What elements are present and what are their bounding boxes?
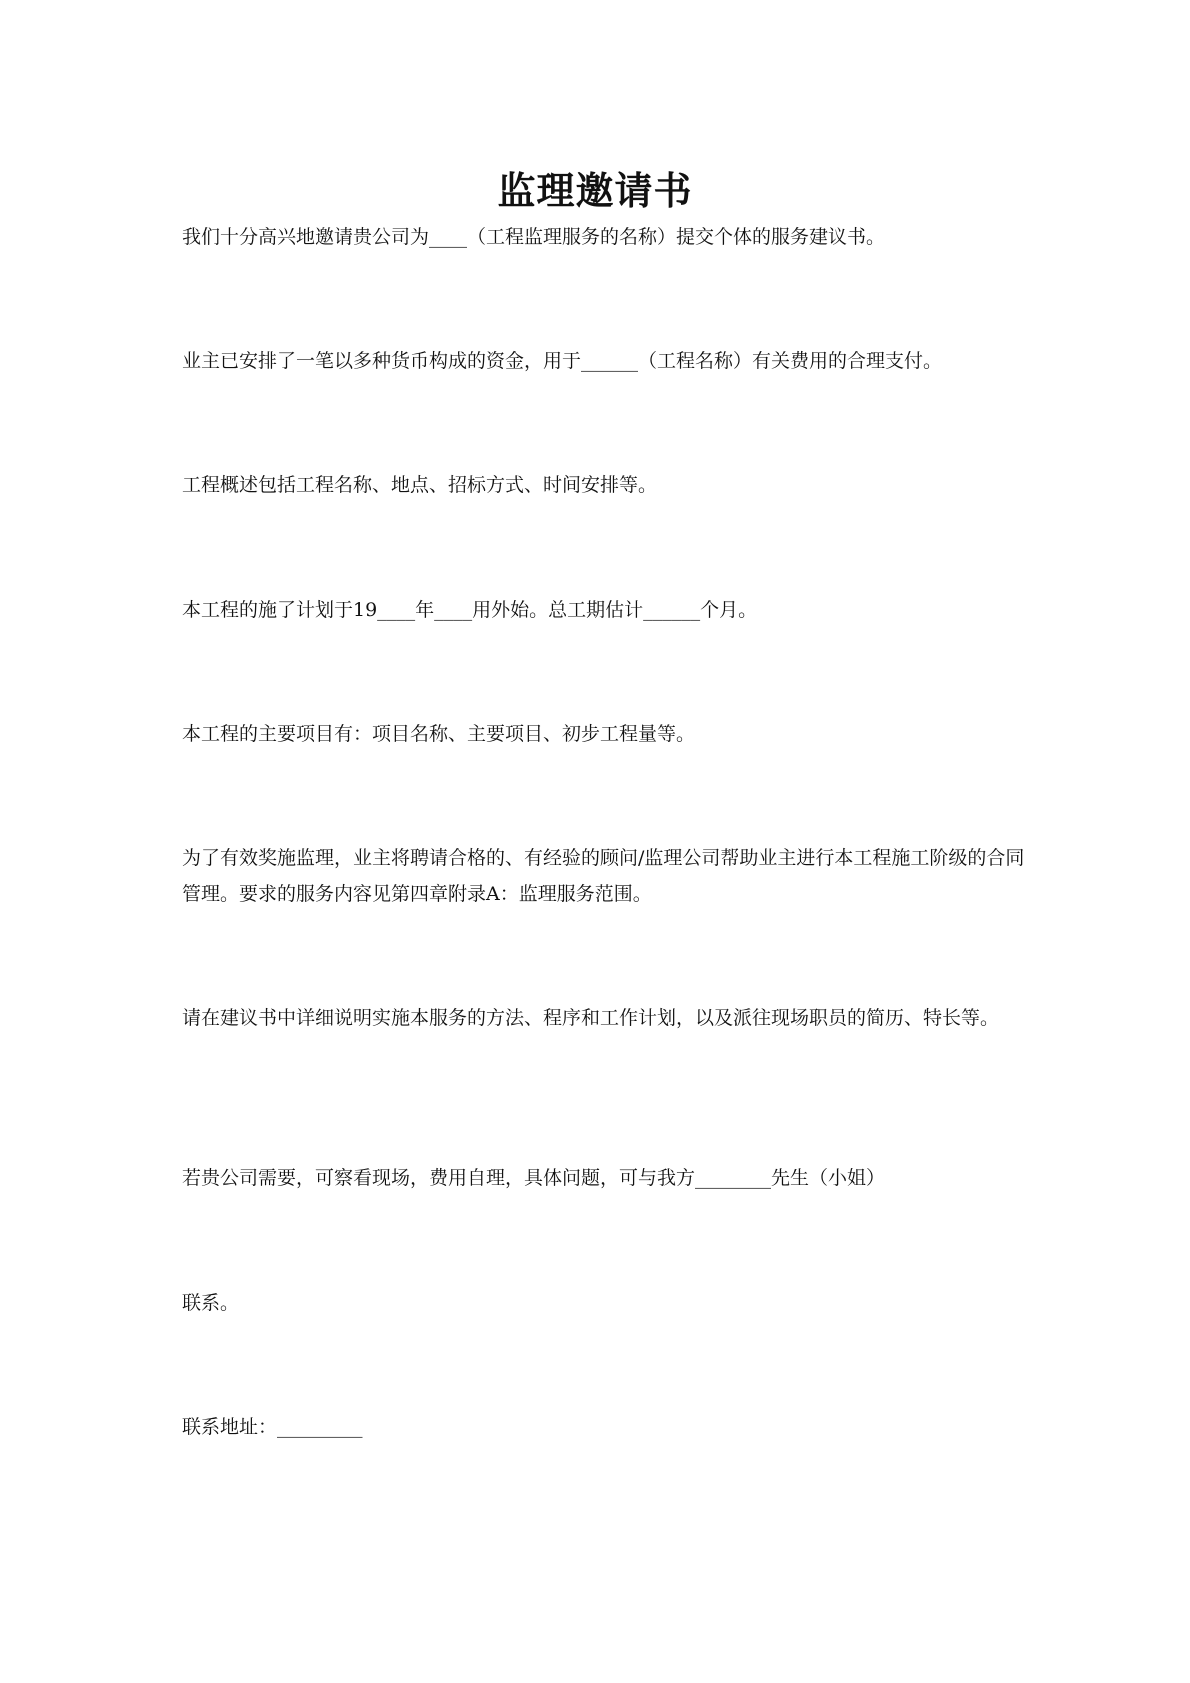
paragraph-supervision: 为了有效奖施监理，业主将聘请合格的、有经验的顾问/监理公司帮助业主进行本工程施工阶级的合同管理。要求的服务内容见第四章附录A：监理服务范围。 [182, 847, 1025, 905]
paragraph-site-visit: 若贵公司需要，可察看现场，费用自理，具体问题，可与我方________先生（小姐） [182, 1167, 886, 1189]
paragraph-overview: 工程概述包括工程名称、地点、招标方式、时间安排等。 [182, 474, 658, 496]
paragraph-invitation: 我们十分高兴地邀请贵公司为____（工程监理服务的名称）提交个体的服务建议书。 [182, 226, 886, 248]
paragraph-contact-address: 联系地址：_________ [182, 1416, 363, 1438]
paragraph-funding: 业主已安排了一笔以多种货币构成的资金，用于______（工程名称）有关费用的合理支付。 [182, 350, 943, 372]
paragraph-contact: 联系。 [182, 1292, 240, 1314]
document-title: 监理邀请书 [497, 169, 693, 213]
paragraph-main-items: 本工程的主要项目有：项目名称、主要项目、初步工程量等。 [182, 723, 696, 745]
paragraph-proposal-details: 请在建议书中详细说明实施本服务的方法、程序和工作计划，以及派往现场职员的简历、特长等。 [182, 1007, 1000, 1029]
paragraph-schedule: 本工程的施了计划于19____年____用外始。总工期估计______个月。 [182, 599, 758, 621]
